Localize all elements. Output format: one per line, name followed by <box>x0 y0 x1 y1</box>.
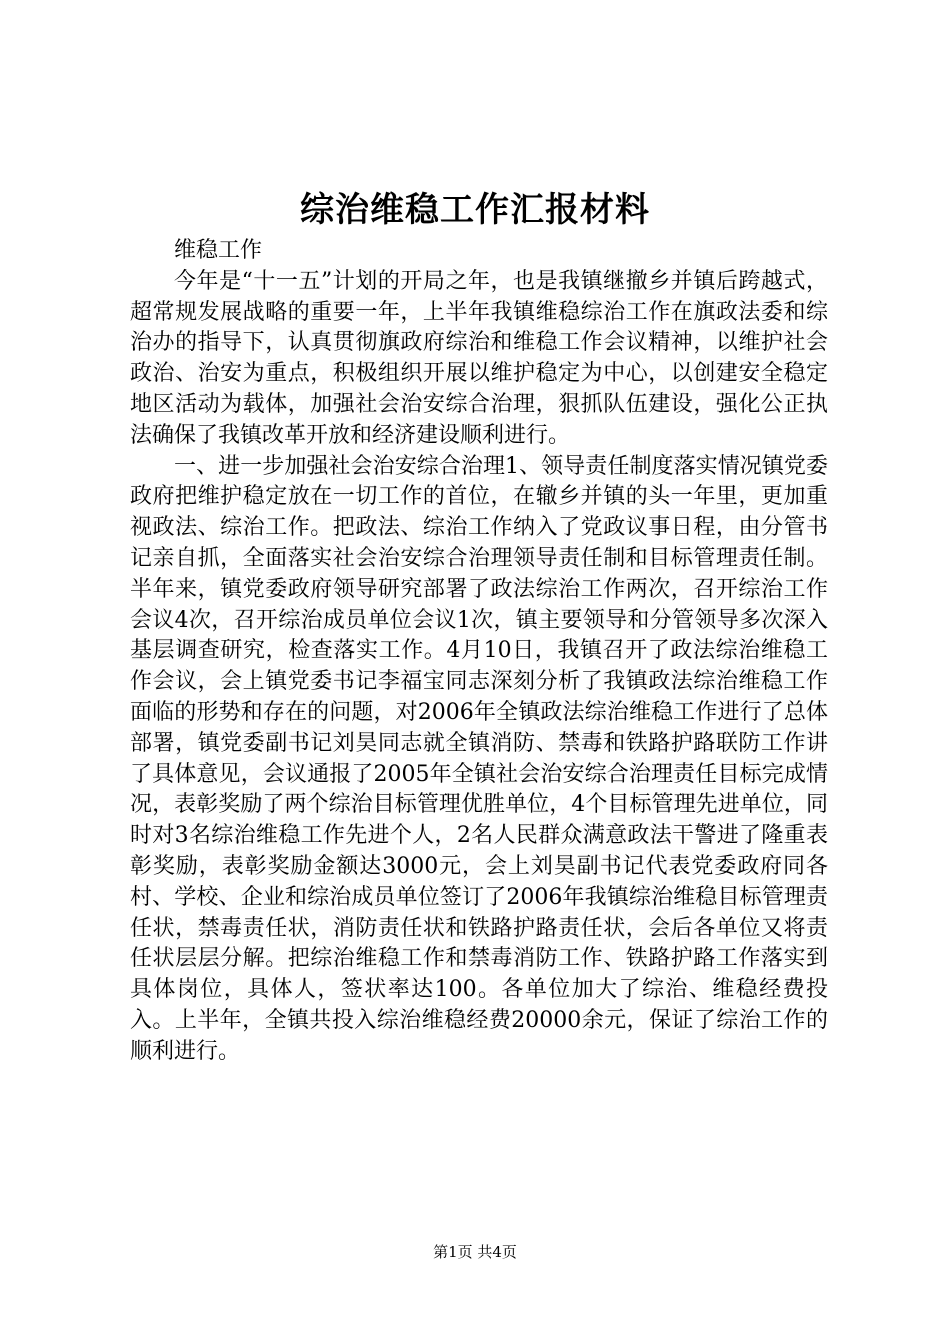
paragraph-heading: 维稳工作 <box>174 238 263 263</box>
document-title: 综治维稳工作汇报材料 <box>300 190 650 230</box>
paragraph-section-one: 一、进一步加强社会治安综合治理1、领导责任制度落实情况镇党委政府把维护稳定放在一切工作的首位，在辙乡并镇的头一年里，更加重视政法、综治工作。把政法、综治工作纳入了党政议事日程，由分管书记亲自抓，全面落实社会治安综合治理领导责任制和目标管理责任制。半年来，镇党委政府领导研究部署了政法综治工作两次，召开综治工作会议4次，召开综治成员单位会议1次，镇主要领导和分管领导多次深入基层调查研究，检查落实工作。4月10日，我镇召开了政法综治维稳工作会议，会上镇党委书记李福宝同志深刻分析了我镇政法综治维稳工作面临的形势和存在的问题，对2006年全镇政法综治维稳工作进行了总体部署，镇党委副书记刘昊同志就全镇消防、禁毒和铁路护路联防工作讲了具体意见，会议通报了2005年全镇社会治安综合治理责任目标完成情况，表彰奖励了两个综治目标管理优胜单位，4个目标管理先进单位，同时对3名综治维稳工作先进个人，2名人民群众满意政法干警进了隆重表彰奖励，表彰奖励金额达3000元，会上刘昊副书记代表党委政府同各村、学校、企业和综治成员单位签订了2006年我镇综治维稳目标管理责任状，禁毒责任状，消防责任状和铁路护路责任状，会后各单位又将责任状层层分解。把综治维稳工作和禁毒消防工作、铁路护路工作落实到具体岗位，具体人，签状率达100。各单位加大了综治、维稳经费投入。上半年，全镇共投入综治维稳经费20000余元，保证了综治工作的顺利进行。 <box>130 453 828 1064</box>
paragraph-intro: 今年是“十一五”计划的开局之年，也是我镇继撤乡并镇后跨越式，超常规发展战略的重要一年，上半年我镇维稳综治工作在旗政法委和综治办的指导下，认真贯彻旗政府综治和维稳工作会议精神，以维护社会政治、治安为重点，积极组织开展以维护稳定为中心，以创建安全稳定地区活动为载体，加强社会治安综合治理，狠抓队伍建设，强化公正执法确保了我镇改革开放和经济建设顺利进行。 <box>130 268 828 448</box>
page-number: 第1页 共4页 <box>433 1243 517 1261</box>
document-body <box>130 236 828 1068</box>
